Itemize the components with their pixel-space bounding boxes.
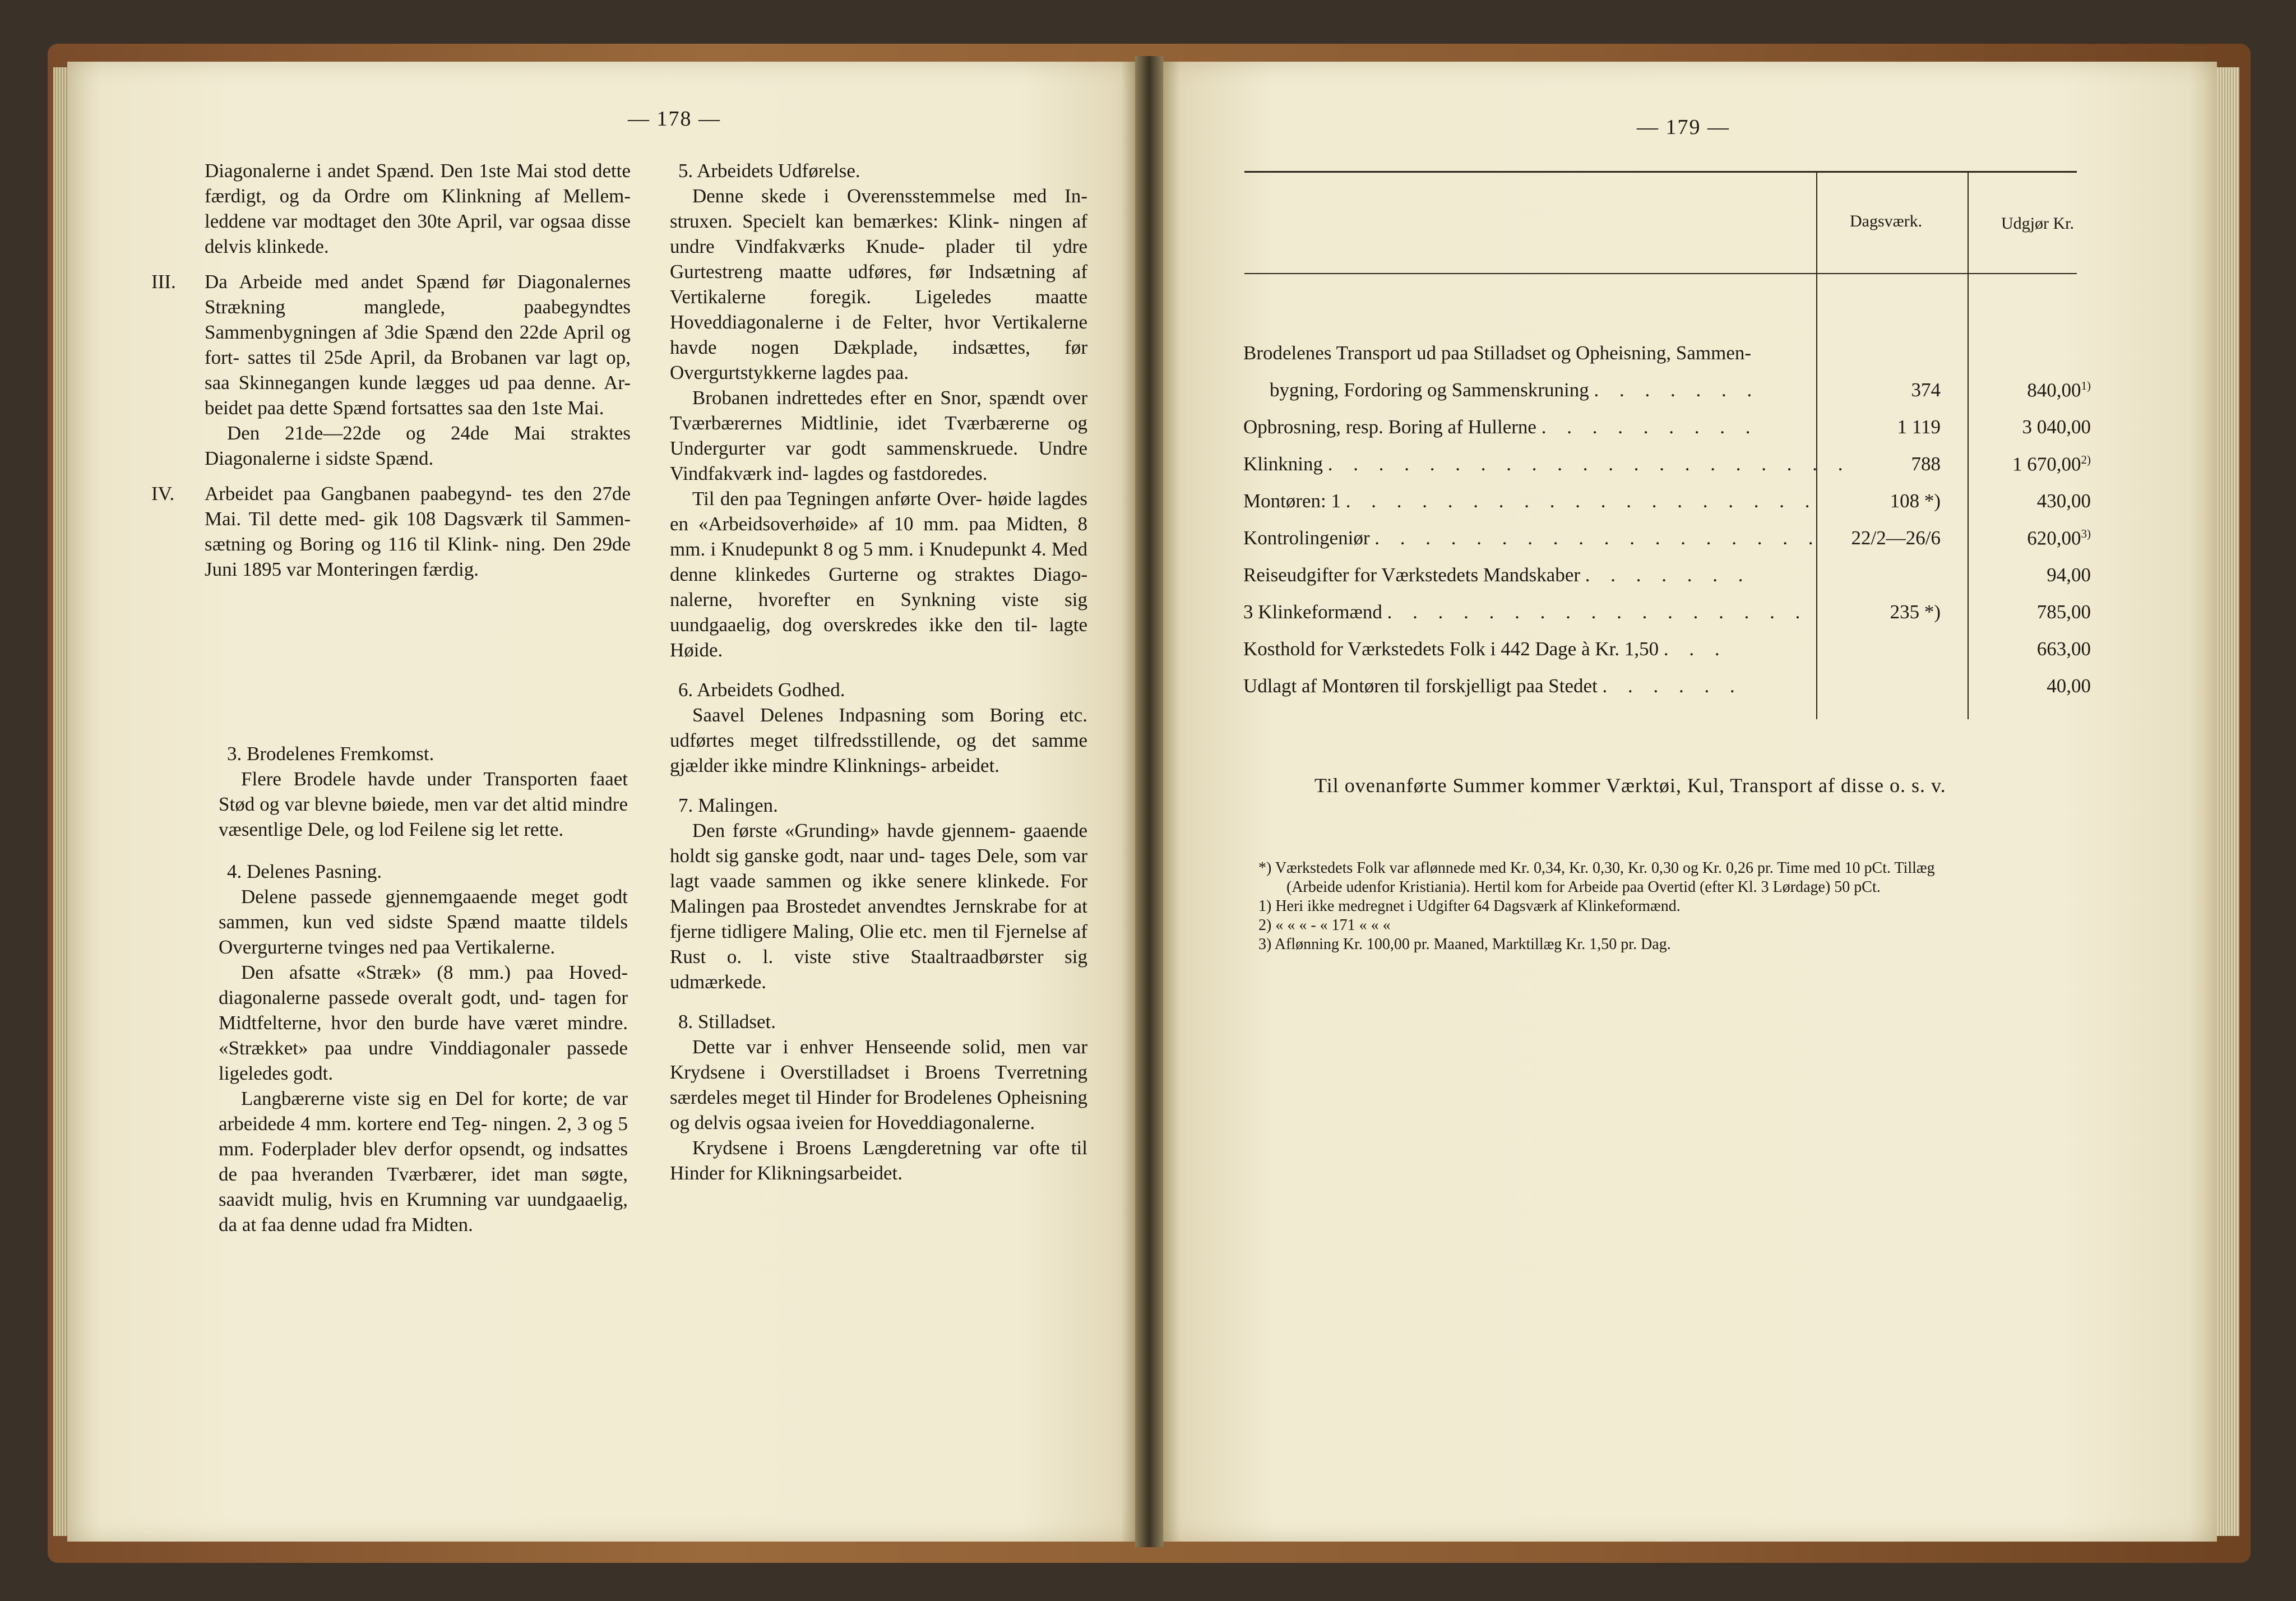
left-column-2 <box>670 158 1087 1186</box>
table-cell-dagsvaerk: 374 <box>1911 379 1941 401</box>
header-udgjor: Udgjør Kr. <box>2001 214 2074 233</box>
table-cell-udgjor: 430,00 <box>2036 490 2091 512</box>
table-cell-dagsvaerk: 788 <box>1911 453 1941 475</box>
item-iv-number: IV. <box>151 483 175 505</box>
section-5-paragraph-2: Brobanen indrettedes efter en Snor, spændt over Tværbærernes Midtlinie, idet Tværbærerne og Undergurter var godt sammenskruede. Undre Vindfakværk ind- lagdes og fastdoredes. <box>670 387 1087 484</box>
footnote: *) Værkstedets Folk var aflønnede med Kr. 0,34, Kr. 0,30, Kr. 0,30 og Kr. 0,26 pr. Time med 10 pCt. Tillæg <box>1258 859 1935 877</box>
table-cell-dagsvaerk: 22/2—26/6 <box>1851 527 1941 549</box>
item-iv-text: Arbeidet paa Gangbanen paabegynd- tes den 27de Mai. Til dette med- gik 108 Dagsværk til Sammen- sætning og Boring og 116 til Klink- ning. Den 29de Juni 1895 var Monteringen færdig. <box>205 483 631 580</box>
table-column-divider-2 <box>1968 171 1969 719</box>
item-iii <box>87 269 631 420</box>
section-3-text: Flere Brodele havde under Transporten faaet Stød og var blevne bøiede, men var det altid mindre væsentlige Dele, og lod Feilene sig let rette. <box>219 768 628 840</box>
table-top-rule <box>1244 171 2077 173</box>
table-header-rule <box>1244 273 2077 274</box>
section-5-title: 5. Arbeidets Udførelse. <box>678 160 860 182</box>
closing-remark: Til ovenanførte Summer kommer Værktøi, Kul, Transport af disse o. s. v. <box>1314 774 1946 797</box>
section-7-paragraph-1: Den første «Grunding» havde gjennem- gaaende holdt sig ganske godt, naar und- tages Dele, som var lagt vaade sammen og ikke senere klinkede. For Malingen paa Brostedet anvendtes Jernskrabe for at fjerne tidligere Maling, Olie etc. men til Fjernelse af Rust o. l. viste stive Staaltraadbørster sig udmærkede. <box>670 820 1087 993</box>
section-3-title: 3. Brodelenes Fremkomst. <box>227 743 434 765</box>
item-iv <box>87 481 631 582</box>
left-column-1 <box>151 158 631 582</box>
section-8-title: 8. Stilladset. <box>678 1011 776 1033</box>
item-iii-number: III. <box>151 271 176 293</box>
section-4-paragraph-1: Delene passede gjennemgaaende meget godt sammen, kun ved sidste Spænd maatte tildels Overgurterne tvinges ned paa Vertikalerne. <box>219 886 628 958</box>
table-row-label: Udlagt af Montøren til forskjelligt paa Stedet . . . . . . <box>1243 675 1743 697</box>
paragraph-diagonals: Diagonalerne i andet Spænd. Den 1ste Mai stod dette færdigt, og da Ordre om Klinkning af Mellem- leddene var modtaget den 30te April, var ogsaa disse delvis klinkede. <box>205 160 631 257</box>
table-cell-udgjor: 94,00 <box>2047 564 2091 586</box>
table-row-label: Klinkning . . . . . . . . . . . . . . . . . . . . . <box>1243 453 1851 475</box>
footnote: (Arbeide udenfor Kristiania). Hertil kom for Arbeide paa Overtid (efter Kl. 3 Lørdage) 50 pCt. <box>1286 878 1881 896</box>
footnote: 3) Aflønning Kr. 100,00 pr. Maaned, Marktillæg Kr. 1,50 pr. Dag. <box>1258 936 1671 953</box>
table-cell-udgjor: 663,00 <box>2036 638 2091 660</box>
right-page-number: — 179 — <box>1637 115 1730 139</box>
left-column-1-lower <box>219 741 628 1237</box>
section-5-paragraph-1: Denne skede i Overensstemmelse med In- struxen. Specielt kan bemærkes: Klink- ningen af undre Vindfakværks Knude- plader til ydre Gurtestreng maatte udføres, før Indsætning af Vertikalerne foregik. Ligeledes maatte Hoveddiagonalerne i de Felter, hvor Vertikalerne havde nogen Dækplade, indsættes, før Overgurtstykkerne lagdes paa. <box>670 185 1087 383</box>
table-row-label: bygning, Fordoring og Sammenskruning . . . . . . . <box>1270 379 1760 401</box>
table-cell-dagsvaerk: 235 *) <box>1890 601 1941 623</box>
table-cell-dagsvaerk: 108 *) <box>1890 490 1941 512</box>
page-edges-right <box>2217 67 2239 1536</box>
left-page-number: — 178 — <box>628 107 721 131</box>
paragraph-may-diagonals: Den 21de—22de og 24de Mai straktes Diagonalerne i sidste Spænd. <box>205 422 631 469</box>
table-cell-udgjor: 1 670,00$^{2)}$ <box>2012 453 2091 475</box>
item-iii-text: Da Arbeide med andet Spænd før Diagonalernes Strækning manglede, paabegyndtes Sammenbygningen af 3die Spænd den 22de April og fort- sattes til 25de April, da Brobanen var lagt op, saa Skinnegangen kunde lægges ud paa denne. Ar- beidet paa dette Spænd fortsattes saa den 1ste Mai. <box>205 271 631 419</box>
table-cell-udgjor: 785,00 <box>2036 601 2091 623</box>
section-4-paragraph-2: Den afsatte «Stræk» (8 mm.) paa Hoved- diagonalerne passede overalt godt, und- tagen for Midtfelterne, hvor den burde have været mindre. «Strækket» paa undre Vinddiagonaler passede ligeledes godt. <box>219 961 628 1084</box>
table-row-label: Opbrosning, resp. Boring af Hullerne . . . . . . . . . <box>1243 416 1758 438</box>
footnote: 2) « « « - « 171 « « « <box>1258 917 1391 934</box>
section-6-title: 6. Arbeidets Godhed. <box>678 679 845 701</box>
section-4-paragraph-3: Langbærerne viste sig en Del for korte; de var arbeidede 4 mm. kortere end Teg- ningen. 2, 3 og 5 mm. Foderplader blev derfor opsendt, og indsattes de paa hveranden Tværbærer, idet man søgte, saavidt mulig, hvis en Krumning var uundgaaelig, da at faa denne udad fra Midten. <box>219 1088 628 1236</box>
table-cell-udgjor: 3 040,00 <box>2022 416 2091 438</box>
section-8-paragraph-1: Dette var i enhver Henseende solid, men var Krydsene i Overstilladset i Broens Tverretning særdeles meget til Hinder for Brodelenes Opheisning og delvis ogsaa iveien for Hoveddiagonalerne. <box>670 1036 1087 1133</box>
section-4-title: 4. Delenes Pasning. <box>227 860 382 882</box>
section-8-paragraph-2: Krydsene i Broens Længderetning var ofte til Hinder for Klikningsarbeidet. <box>670 1137 1087 1184</box>
table-cell-udgjor: 840,00$^{1)}$ <box>2027 379 2091 401</box>
table-row-label: Montøren: 1 . . . . . . . . . . . . . . . . . . . <box>1243 490 1818 512</box>
table-column-divider-1 <box>1816 171 1817 719</box>
table-row-label: Kosthold for Værkstedets Folk i 442 Dage à Kr. 1,50 . . . <box>1243 638 1728 660</box>
right-page <box>1163 62 2217 1542</box>
section-5-paragraph-3: Til den paa Tegningen anførte Over- høide lagdes en «Arbeidsoverhøide» af 10 mm. paa Midten, 8 mm. i Knudepunkt 8 og 5 mm. i Knudepunkt 4. Med denne klinkedes Gurterne og straktes Diago- nalerne, hvorefter en Synkning viste sig uundgaaelig, dog overskredes ikke den til- lagte Høide. <box>670 488 1087 661</box>
section-6-paragraph-1: Saavel Delenes Indpasning som Boring etc. udførtes meget tilfredsstillende, og det samme gjælder ikke mindre Klinknings- arbeidet. <box>670 704 1087 776</box>
table-row-label: Brodelenes Transport ud paa Stilladset og Opheisning, Sammen- <box>1243 342 1752 364</box>
table-row-label: 3 Klinkeformænd . . . . . . . . . . . . . . . . . <box>1243 601 1808 623</box>
section-7-title: 7. Malingen. <box>678 794 778 816</box>
book-gutter <box>1135 56 1163 1547</box>
footnote: 1) Heri ikke medregnet i Udgifter 64 Dagsværk af Klinkeformænd. <box>1258 897 1681 915</box>
table-cell-udgjor: 620,00$^{3)}$ <box>2027 527 2091 549</box>
header-dagsvaerk: Dagsværk. <box>1850 212 1923 230</box>
table-cell-udgjor: 40,00 <box>2047 675 2091 697</box>
table-cell-dagsvaerk: 1 119 <box>1897 416 1941 438</box>
table-row-label: Kontrolingeniør . . . . . . . . . . . . . . . . . . <box>1243 527 1821 549</box>
page-edges-left <box>53 67 67 1536</box>
table-row-label: Reiseudgifter for Værkstedets Mandskaber . . . . . . . <box>1243 564 1751 586</box>
